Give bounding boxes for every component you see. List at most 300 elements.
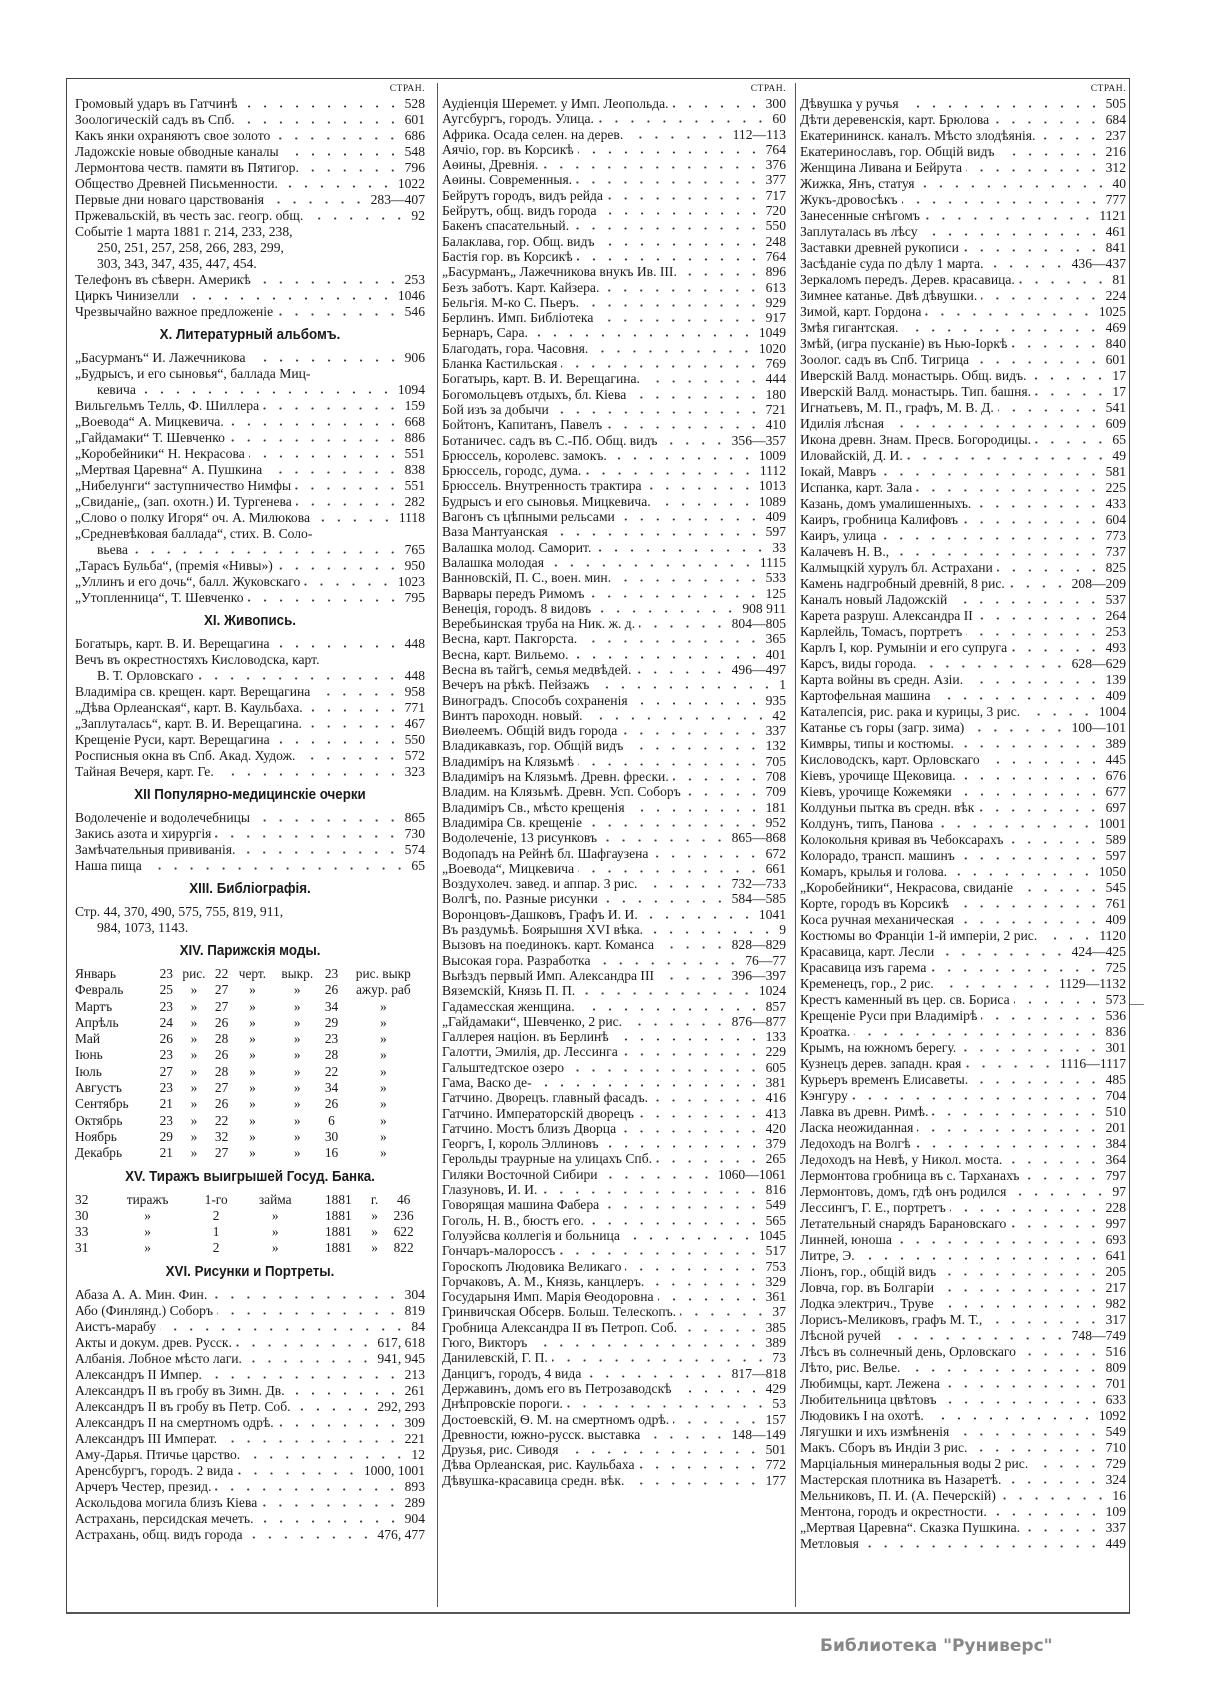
dot-leader: [1019, 281, 1109, 284]
fashion-cell: Августъ: [75, 1080, 122, 1096]
index-entry: [800, 1280, 1126, 1296]
dot-leader: [978, 809, 1101, 812]
fashion-cell: 26: [159, 1031, 173, 1047]
entry-page: 237: [1105, 128, 1126, 143]
entry-page: 1045: [758, 1227, 786, 1243]
fashion-cell: 23: [159, 966, 173, 981]
entry-title: Кузнецъ дерев. западн. края: [800, 1056, 962, 1071]
lottery-cell: »: [271, 1240, 279, 1256]
section-heading: XII Популярно-медицинскіе очерки: [134, 787, 366, 803]
lottery-cell: 30: [75, 1207, 89, 1223]
fashion-cell: рис.: [182, 966, 206, 981]
entry-title: Гробница Александра II въ Петроп. Соб.: [442, 1319, 678, 1335]
dot-leader: [958, 921, 1102, 924]
index-entry: [800, 272, 1126, 288]
dot-leader: [950, 1209, 1102, 1212]
index-entry: [442, 754, 786, 769]
dot-leader: [685, 793, 762, 796]
entry-page: 1001: [1098, 816, 1126, 831]
dot-leader: [625, 1268, 761, 1271]
fashion-row: [75, 1047, 425, 1063]
fashion-cell: »: [293, 1047, 301, 1063]
entry-title: Горчаковъ, А. М., Князь, канцлеръ.: [442, 1273, 645, 1289]
index-entry: [442, 1320, 786, 1335]
entry-title: „Средневѣковая баллада“, стих. В. Соло-: [75, 526, 313, 541]
index-entry: [75, 112, 425, 128]
entry-page: 1060—1061: [718, 1166, 786, 1182]
fashion-row: [75, 1080, 425, 1096]
index-entry: [442, 234, 786, 249]
index-entry: [800, 288, 1126, 304]
index-entry: [800, 224, 1126, 240]
entry-page: 982: [1105, 1296, 1126, 1311]
entry-title: Змѣй, (игра пусканіе) въ Нью-Іоркѣ: [800, 336, 1008, 351]
entry-page: 886: [404, 430, 425, 445]
entry-title: Богатырь, карт. В. И. Верещагина.: [442, 371, 640, 387]
index-entry: [800, 160, 1126, 176]
index-entry: [442, 96, 786, 111]
entry-title: Крещеніе Руси при Владимірѣ: [800, 1008, 978, 1023]
dot-leader: [981, 297, 1101, 300]
dot-leader: [658, 977, 728, 980]
index-entry: [800, 1488, 1126, 1504]
lottery-cell: 1881: [324, 1207, 352, 1223]
dot-leader: [588, 595, 761, 598]
index-entry: [800, 496, 1126, 512]
entry-title: Аренсбургъ, городъ. 2 вида: [75, 1462, 234, 1478]
dot-leader: [966, 169, 1102, 172]
entry-page: 216: [1105, 144, 1126, 159]
lottery-row: [75, 1240, 425, 1256]
index-entry: [800, 128, 1126, 144]
entry-page: 217: [1105, 1280, 1126, 1295]
entry-page: 628—629: [1071, 656, 1126, 671]
entry-page: 997: [1105, 1216, 1126, 1231]
dot-leader: [577, 258, 762, 261]
entry-page: 935: [765, 692, 786, 708]
index-entry: [800, 1344, 1126, 1360]
entry-page: 97: [1112, 1184, 1126, 1199]
lottery-cell: 622: [393, 1224, 414, 1240]
dot-leader: [587, 717, 769, 720]
entry-page: 1041: [758, 906, 786, 922]
index-entry: [800, 1360, 1126, 1376]
index-entry: [800, 1024, 1126, 1040]
entry-title: Африка. Осада селен. на дерев.: [442, 126, 624, 142]
dot-leader: [217, 1312, 401, 1315]
index-entry: [442, 433, 786, 448]
dot-leader: [586, 824, 762, 827]
dot-leader: [289, 1392, 401, 1395]
fashion-cell: »: [293, 982, 301, 998]
entry-title: Кимвры, типы и костюмы.: [800, 736, 954, 751]
entry-title: Весна, карт. Пакгорста.: [442, 631, 578, 647]
entry-title: Виноградъ. Способъ сохраненія: [442, 692, 628, 708]
fashion-cell: »: [249, 1031, 256, 1047]
fashion-cell: Май: [75, 1031, 101, 1047]
entry-page: 796: [404, 160, 425, 175]
entry-title: Карлъ I, кор. Румыніи и его супруга: [800, 640, 1008, 655]
dot-leader: [919, 185, 1109, 188]
entry-title: Комаръ, крылья и голова.: [800, 864, 948, 879]
entry-title: Достоевскій, Ѳ. М. на смертномъ одрѣ.: [442, 1411, 670, 1427]
dot-leader: [615, 579, 762, 582]
entry-title: Колорадо, трансп. машинъ: [800, 848, 955, 863]
index-entry: [442, 478, 786, 493]
entry-title: Владиміръ на Клязьмѣ: [442, 753, 575, 769]
entry-page: 337: [765, 723, 786, 739]
dot-leader: [1007, 841, 1101, 844]
fashion-cell: »: [293, 1145, 301, 1161]
entry-title: Ловча, гор. въ Болгаріи: [800, 1280, 935, 1295]
dot-leader: [1009, 585, 1068, 588]
index-entry: [800, 1456, 1126, 1472]
index-entry: [75, 256, 425, 272]
lottery-cell: »: [144, 1207, 151, 1223]
index-entry: [75, 636, 425, 652]
lottery-row: [75, 1192, 425, 1208]
dot-leader: [999, 153, 1102, 156]
entry-page: 361: [765, 1289, 786, 1305]
entry-title: Каналъ новый Ладожскій: [800, 592, 948, 607]
dot-leader: [1014, 1001, 1102, 1004]
index-entry: [442, 1014, 786, 1029]
dot-leader: [553, 411, 762, 414]
index-entry: [800, 912, 1126, 928]
dot-leader: [635, 671, 727, 674]
entry-page: 809: [1105, 1360, 1126, 1375]
index-entry: [800, 768, 1126, 784]
index-entry: [800, 1184, 1126, 1200]
index-entry: [800, 320, 1126, 336]
entry-page: 449: [1105, 1536, 1126, 1551]
dot-leader: [938, 985, 1055, 988]
entry-page: 208—209: [1071, 576, 1126, 591]
entry-title: Александръ II въ гробу въ Зимн. Дв.: [75, 1382, 285, 1398]
dot-leader: [602, 1176, 714, 1179]
fashion-table: [75, 966, 425, 1162]
dot-leader: [542, 166, 761, 169]
entry-page: 958: [404, 684, 425, 699]
index-entry: [442, 127, 786, 142]
entry-page: 324: [1105, 1472, 1126, 1487]
index-entry: [800, 704, 1126, 720]
entry-page: 17: [1112, 384, 1126, 399]
index-entry: [800, 96, 1126, 112]
fashion-cell: »: [379, 1047, 387, 1063]
entry-page: 448: [404, 668, 425, 683]
entry-title: Идилія лѣсная: [800, 416, 884, 431]
entry-page: 289: [404, 1494, 425, 1510]
entry-title: Дѣти деревенскія, карт. Брюлова: [800, 112, 990, 127]
index-entry: [800, 688, 1126, 704]
entry-title: Весна, карт. Вильемо.: [442, 646, 569, 662]
index-entry: [75, 732, 425, 748]
entry-title: Гатчино. Мостъ близъ Дворца: [442, 1120, 617, 1136]
dot-leader: [274, 645, 401, 648]
dot-leader: [915, 1145, 1102, 1148]
entry-title: Икона древн. Знам. Пресв. Богородицы.: [800, 432, 1032, 447]
entry-title: Колдуньи пытка въ средн. вѣк: [800, 800, 975, 815]
index-entry: [800, 624, 1126, 640]
index-entry: [800, 480, 1126, 496]
entry-page: 797: [1105, 1168, 1126, 1183]
dot-leader: [925, 313, 1094, 316]
dot-leader: [620, 1130, 761, 1133]
lottery-cell: »: [271, 1207, 279, 1223]
index-entry: [800, 416, 1126, 432]
entry-page: 253: [1105, 624, 1126, 639]
entry-title: Заставки древней рукописи: [800, 240, 959, 255]
entry-title: Аму-Дарья. Птичье царство.: [75, 1446, 241, 1462]
index-entry: [75, 858, 425, 874]
entry-title: Герольды траурные на улицахъ Спб.: [442, 1151, 653, 1167]
fashion-cell: 25: [159, 982, 173, 998]
entry-page: 413: [765, 1105, 786, 1121]
dot-leader: [552, 1359, 769, 1362]
entry-page: 84: [411, 1318, 425, 1334]
index-entry: [75, 1351, 425, 1367]
entry-page: 704: [1105, 1088, 1126, 1103]
entry-page: 896: [765, 264, 786, 280]
index-entry: [800, 112, 1126, 128]
entry-page: 597: [765, 524, 786, 540]
dot-leader: [944, 1385, 1102, 1388]
fashion-cell: 23: [324, 966, 339, 981]
index-entry: [800, 464, 1126, 480]
fashion-cell: »: [190, 1063, 198, 1079]
entry-title: Ванновскій, П. С., воен. мин.: [442, 570, 612, 586]
dot-leader: [1030, 377, 1108, 380]
dot-leader: [303, 169, 401, 172]
dot-leader: [971, 1449, 1101, 1452]
entry-page: 574: [404, 842, 425, 857]
entry-page: 641: [1105, 1248, 1126, 1263]
index-entry: [75, 304, 425, 320]
entry-title: Каиръ, гробница Калифовъ: [800, 512, 958, 527]
index-entry: [442, 1366, 786, 1381]
index-entry: [800, 176, 1126, 192]
entry-title: Екатеринославъ, гор. Общій видъ: [800, 144, 995, 159]
entry-page: 721: [765, 401, 786, 417]
entry-title: Бойтонъ, Капитанъ, Павелъ: [442, 417, 603, 433]
dot-leader: [603, 289, 761, 292]
entry-page: 60: [772, 111, 786, 127]
entry-page: 816: [765, 1182, 786, 1198]
index-entry: [442, 1044, 786, 1059]
dot-leader: [268, 201, 367, 204]
entry-page: 73: [772, 1350, 786, 1366]
dot-leader: [932, 1113, 1101, 1116]
entry-title: Ласка неожиданная: [800, 1120, 914, 1135]
index-column-3: [795, 83, 1126, 1607]
entry-title: Линней, юноша: [800, 1232, 892, 1247]
entry-page: 1049: [758, 325, 786, 341]
index-entry: [75, 192, 425, 208]
index-entry: [75, 510, 425, 526]
lottery-table: [75, 1192, 425, 1257]
fashion-cell: »: [249, 1014, 256, 1030]
entry-title: Владиміра Св. крещеніе: [442, 814, 582, 830]
dot-leader: [902, 329, 1101, 332]
entry-title: Гатчино. Императорскій дворецъ: [442, 1105, 634, 1121]
index-entry: [800, 368, 1126, 384]
fashion-row: [75, 999, 425, 1015]
entry-page: 225: [1105, 480, 1126, 495]
dot-leader: [953, 905, 1102, 908]
entry-page: 180: [765, 386, 786, 402]
entry-title: Зимнее катанье. Двѣ дѣвушки.: [800, 288, 978, 303]
fashion-cell: Апрѣль: [75, 1014, 119, 1030]
entry-page: 436—437: [1071, 256, 1126, 271]
dot-leader: [536, 1084, 762, 1087]
entry-page: 748—749: [1071, 1328, 1126, 1343]
index-entry: [442, 1029, 786, 1044]
index-page: [66, 78, 1130, 1614]
dot-leader: [934, 697, 1101, 700]
entry-title: Вызовъ на поединокъ. карт. Команса: [442, 937, 655, 953]
entry-page: 292, 293: [377, 1398, 425, 1414]
entry-title: Лессингъ, Г. Е., портретъ: [800, 1200, 946, 1215]
lottery-cell: 2: [212, 1240, 220, 1256]
entry-title: Воронцовъ-Дашковъ, Графъ И. И.: [442, 906, 638, 922]
fashion-cell: 6: [328, 1112, 335, 1128]
entry-title: Астрахань, персидская мечеть.: [75, 1510, 254, 1526]
index-entry: [75, 558, 425, 574]
dot-leader: [646, 487, 755, 490]
dot-leader: [680, 1313, 768, 1316]
entry-page: 516: [1105, 1344, 1126, 1359]
entry-title: Брюссель. Внутренность трактира: [442, 478, 642, 494]
entry-title: Лягушки и ихъ измѣненія: [800, 1424, 950, 1439]
dot-leader: [681, 1329, 762, 1332]
dot-leader: [938, 1289, 1102, 1292]
dot-leader: [602, 900, 728, 903]
fashion-cell: »: [249, 998, 256, 1014]
fashion-cell: »: [249, 1080, 256, 1096]
index-entry: [800, 832, 1126, 848]
index-entry: [442, 846, 786, 861]
fashion-cell: 23: [159, 1080, 173, 1096]
dot-leader: [274, 741, 401, 744]
dot-leader: [1017, 889, 1102, 892]
fashion-cell: »: [293, 998, 301, 1014]
fashion-cell: Октябрь: [75, 1112, 123, 1128]
entry-page: 701: [1105, 1376, 1126, 1391]
dot-leader: [548, 564, 756, 567]
lottery-cell: »: [271, 1224, 279, 1240]
dot-leader: [274, 137, 400, 140]
index-entry: [800, 1104, 1126, 1120]
entry-page: 950: [404, 558, 425, 573]
entry-title: Кроатка.: [800, 1024, 851, 1039]
entry-title: Абаза А. А. Мин. Фин.: [75, 1286, 208, 1302]
dot-leader: [307, 217, 407, 220]
fashion-cell: »: [379, 998, 387, 1014]
index-entry: [442, 341, 786, 356]
fashion-cell: »: [190, 1080, 198, 1096]
index-entry: [75, 716, 425, 732]
dot-leader: [1039, 137, 1101, 140]
entry-title: Засѣданіе суда по дѣлу 1 марта.: [800, 256, 984, 271]
entry-page: 584—585: [731, 891, 786, 907]
entry-page: 365: [765, 631, 786, 647]
entry-title: Марціальныя минеральныя воды 2 рис.: [800, 1456, 1029, 1471]
index-entry: [442, 1412, 786, 1427]
entry-title: Красавица, карт. Лесли: [800, 944, 935, 959]
index-entry: [442, 325, 786, 340]
entry-title: „Басурманъ„ Лажечникова внукъ Ив. III.: [442, 264, 677, 280]
entry-title: Занесенные снѣгомъ: [800, 208, 920, 223]
dot-leader: [920, 665, 1067, 668]
entry-page: 1116—1117: [1060, 1056, 1126, 1071]
dot-leader: [197, 677, 400, 680]
fashion-cell: 34: [324, 1080, 339, 1096]
dot-leader: [863, 1545, 1102, 1548]
entry-page: 1092: [1098, 1408, 1126, 1423]
entry-title: Зоолог. садъ въ Спб. Тигрица: [800, 352, 969, 367]
index-entry: [75, 1399, 425, 1415]
index-entry: [75, 1303, 425, 1319]
entry-page: 317: [1105, 1312, 1126, 1327]
index-entry: [75, 826, 425, 842]
entry-page: 1022: [397, 176, 425, 191]
entry-page: 551: [404, 446, 425, 461]
dot-leader: [885, 1337, 1068, 1340]
entry-title: Корте, городъ въ Корсикѣ: [800, 896, 949, 911]
fashion-cell: 26: [214, 1096, 229, 1112]
entry-page: 769: [765, 356, 786, 372]
index-entry: [442, 295, 786, 310]
entry-page: 533: [765, 570, 786, 586]
dot-leader: [578, 870, 762, 873]
index-entry: [442, 1396, 786, 1411]
fashion-cell: 28: [214, 1063, 229, 1079]
index-entry: [75, 144, 425, 160]
index-entry: [442, 387, 786, 402]
entry-page: 941, 945: [377, 1350, 425, 1366]
section-heading: XIV. Парижскія моды.: [179, 943, 321, 959]
dot-leader: [661, 442, 727, 445]
dot-leader: [221, 1440, 401, 1443]
dot-leader: [247, 1536, 374, 1539]
dot-leader: [951, 873, 1095, 876]
index-entry: [75, 542, 425, 558]
entry-title: Або (Финлянд.) Соборъ: [75, 1302, 214, 1318]
dot-leader: [211, 1296, 400, 1299]
entry-page: 1089: [758, 493, 786, 509]
entry-page: 609: [1105, 416, 1126, 431]
index-entry: [800, 336, 1126, 352]
dot-leader: [206, 1376, 401, 1379]
dot-leader: [880, 537, 1101, 540]
fashion-cell: 29: [159, 1128, 173, 1144]
index-entry: [75, 1431, 425, 1447]
entry-page: 761: [1105, 896, 1126, 911]
entry-page: 157: [765, 1411, 786, 1427]
index-entry: [75, 96, 425, 112]
entry-page: 433: [1105, 496, 1126, 511]
entry-title: Телефонъ въ сѣверн. Америкѣ: [75, 272, 251, 287]
entry-title: Пржевальскій, въ честь зас. геогр. общ.: [75, 208, 304, 223]
lottery-cell: 1-го: [204, 1191, 228, 1207]
index-entry: [75, 446, 425, 462]
entry-page: 17: [1112, 368, 1126, 383]
index-entry: [75, 1511, 425, 1527]
dot-leader: [595, 549, 768, 552]
index-entry: [800, 1152, 1126, 1168]
entry-title: Карсъ, виды города.: [800, 656, 917, 671]
